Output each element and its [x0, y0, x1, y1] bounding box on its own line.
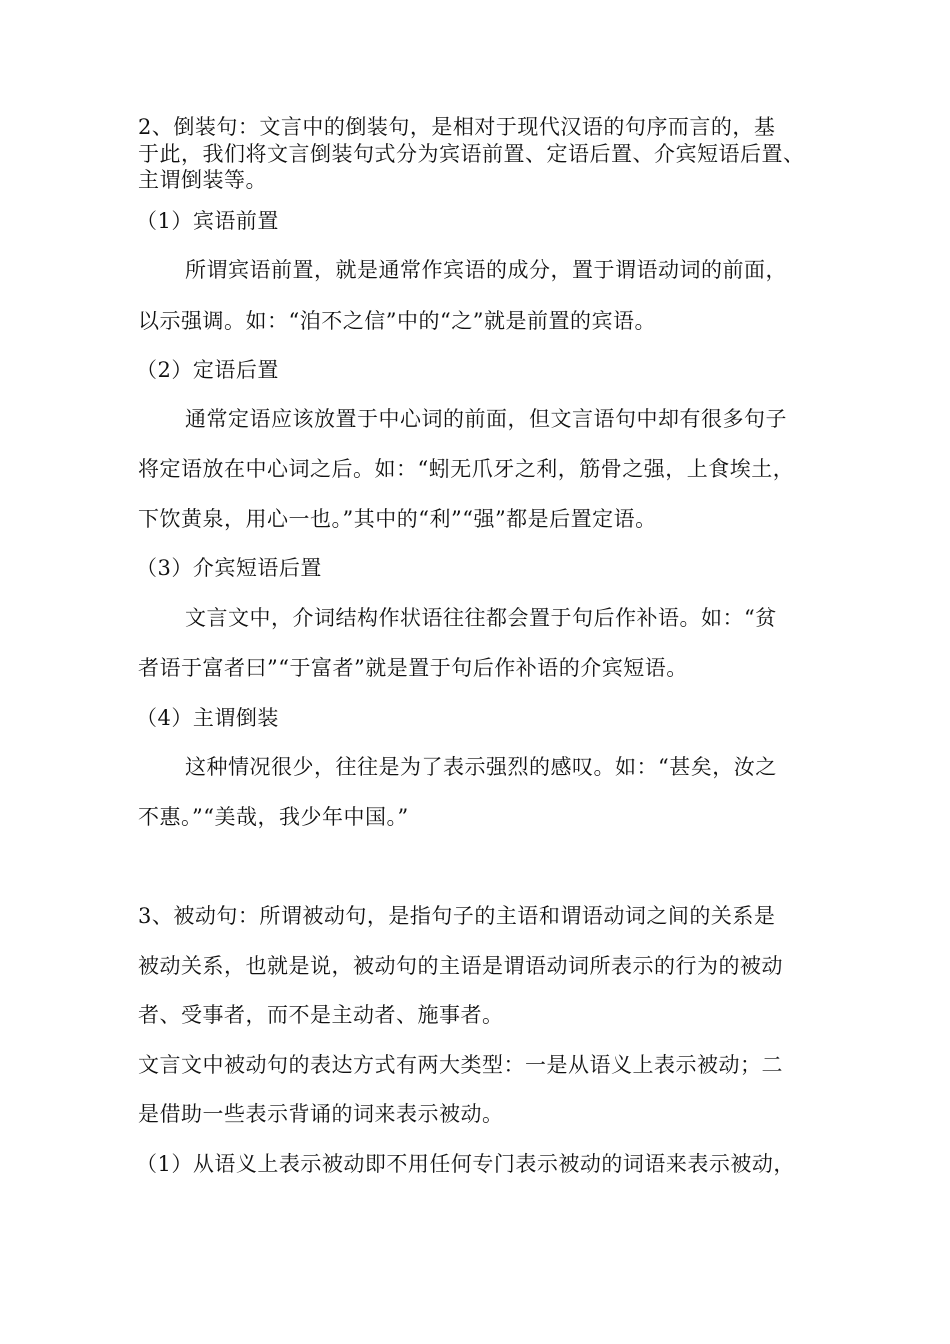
- paragraph-line: 通常定语应该放置于中心词的前面，但文言语句中却有很多句子: [185, 407, 787, 431]
- paragraph-line: 文言文中，介词结构作状语往往都会置于句后作补语。如：“贫: [185, 606, 777, 630]
- section2-heading-line2: 于此，我们将文言倒装句式分为宾语前置、定语后置、介宾短语后置、: [138, 142, 805, 166]
- section2-heading-line3: 主谓倒装等。: [138, 168, 267, 192]
- section3-line: （1）从语义上表示被动即不用任何专门表示被动的词语来表示被动，: [136, 1152, 795, 1176]
- section3-line: 是借助一些表示背诵的词来表示被动。: [138, 1102, 504, 1126]
- item-title-attributive-postposing: （2）定语后置: [136, 358, 279, 382]
- paragraph-line: 这种情况很少，往往是为了表示强烈的感叹。如：“甚矣，汝之: [185, 755, 777, 779]
- paragraph-line: 者语于富者曰”“于富者”就是置于句后作补语的介宾短语。: [138, 656, 688, 680]
- section3-line: 被动关系，也就是说，被动句的主语是谓语动词所表示的行为的被动: [138, 954, 783, 978]
- paragraph-line: 以示强调。如：“洎不之信”中的“之”就是前置的宾语。: [138, 309, 656, 333]
- item-title-subject-predicate-inversion: （4）主谓倒装: [136, 706, 279, 730]
- section2-heading-line1: 2、倒装句：文言中的倒装句，是相对于现代汉语的句序而言的，基: [138, 115, 776, 139]
- section3-line: 3、被动句：所谓被动句，是指句子的主语和谓语动词之间的关系是: [138, 904, 776, 928]
- section3-line: 者、受事者，而不是主动者、施事者。: [138, 1003, 504, 1027]
- paragraph-line: 所谓宾语前置，就是通常作宾语的成分，置于谓语动词的前面，: [185, 258, 787, 282]
- paragraph-line: 下饮黄泉，用心一也。”其中的“利”“强”都是后置定语。: [138, 507, 657, 531]
- item-title-object-preposing: （1）宾语前置: [136, 209, 279, 233]
- section3-line: 文言文中被动句的表达方式有两大类型：一是从语义上表示被动；二: [138, 1053, 783, 1077]
- item-title-prepositional-phrase-postposing: （3）介宾短语后置: [136, 556, 322, 580]
- paragraph-line: 不惠。”“美哉，我少年中国。”: [138, 805, 409, 829]
- paragraph-line: 将定语放在中心词之后。如：“蚓无爪牙之利，筋骨之强，上食埃土，: [138, 457, 795, 481]
